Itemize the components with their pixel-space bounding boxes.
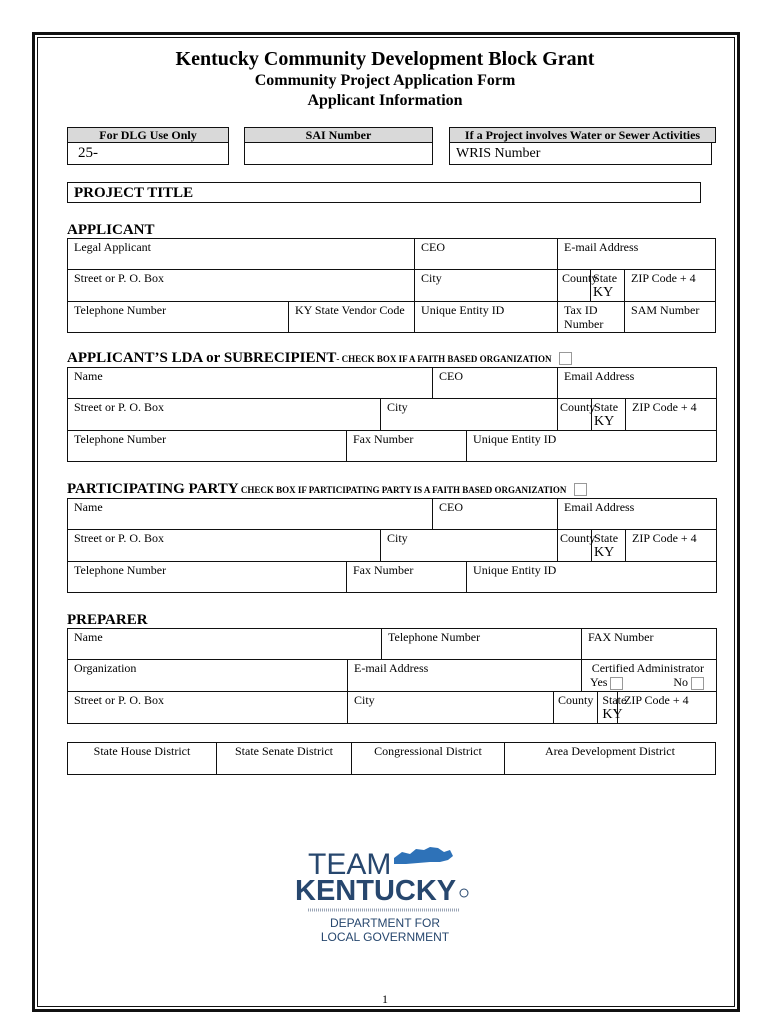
preparer-city-field[interactable]: City xyxy=(348,692,554,724)
state-house-district-field[interactable]: State House District xyxy=(68,743,217,775)
registered-mark-icon xyxy=(460,889,468,897)
state-value: KY xyxy=(594,414,615,429)
form-subtitle: Community Project Application Form xyxy=(254,72,516,89)
lda-email-field[interactable]: Email Address xyxy=(558,368,717,399)
participating-county-field[interactable]: County xyxy=(558,530,592,562)
team-kentucky-logo xyxy=(290,840,480,950)
water-sewer-label: If a Project involves Water or Sewer Activities xyxy=(449,127,716,143)
logo-team-text: TEAM xyxy=(308,848,392,881)
applicant-ceo-field[interactable]: CEO xyxy=(415,239,558,270)
preparer-email-field[interactable]: E-mail Address xyxy=(348,660,582,692)
page-number: 1 xyxy=(382,992,388,1006)
participating-telephone-field[interactable]: Telephone Number xyxy=(68,562,347,593)
participating-table xyxy=(67,498,717,593)
logo-dept-line1: DEPARTMENT FOR xyxy=(329,916,441,930)
participating-state-zip-cell xyxy=(592,530,717,562)
state-label: State xyxy=(594,400,619,414)
participating-state-field[interactable] xyxy=(592,530,626,561)
certified-admin-cell xyxy=(582,660,717,692)
sai-number-field[interactable] xyxy=(244,143,433,165)
lda-fax-field[interactable]: Fax Number xyxy=(347,431,467,462)
lda-faith-checkbox[interactable] xyxy=(559,352,572,365)
participating-heading-text: PARTICIPATING PARTY xyxy=(67,481,239,497)
certified-admin-label: Certified Administrator xyxy=(591,661,704,675)
participating-heading xyxy=(67,481,587,498)
participating-zip-field[interactable]: ZIP Code + 4 xyxy=(632,531,697,545)
participating-unique-entity-field[interactable]: Unique Entity ID xyxy=(467,562,717,593)
team-kentucky-logo-graphic xyxy=(290,840,480,950)
state-value: KY xyxy=(593,285,614,300)
state-label: State xyxy=(593,271,618,285)
applicant-state-field[interactable] xyxy=(591,270,625,302)
certified-no-checkbox[interactable] xyxy=(691,677,704,690)
participating-city-field[interactable]: City xyxy=(381,530,558,562)
lda-table xyxy=(67,367,717,462)
congressional-district-field[interactable]: Congressional District xyxy=(352,743,505,775)
lda-zip-field[interactable]: ZIP Code + 4 xyxy=(632,400,697,414)
preparer-county-state-cell xyxy=(554,692,627,724)
legal-applicant-field[interactable]: Legal Applicant xyxy=(68,239,415,270)
applicant-county-field[interactable]: County xyxy=(558,270,591,302)
lda-state-zip-cell xyxy=(592,399,717,431)
applicant-unique-entity-field[interactable]: Unique Entity ID xyxy=(415,302,558,333)
lda-heading-text: APPLICANT’S LDA or SUBRECIPIENT xyxy=(67,350,337,366)
lda-state-field[interactable] xyxy=(592,399,626,430)
applicant-vendor-code-field[interactable]: KY State Vendor Code xyxy=(289,302,415,333)
area-development-district-field[interactable]: Area Development District xyxy=(505,743,716,775)
participating-faith-note: CHECK BOX IF PARTICIPATING PARTY IS A FAITH BASED ORGANIZATION xyxy=(238,485,567,495)
dlg-use-field[interactable]: 25- xyxy=(67,143,229,165)
lda-county-field[interactable]: County xyxy=(558,399,592,431)
state-value: KY xyxy=(602,707,623,722)
preparer-fax-field[interactable]: FAX Number xyxy=(582,629,717,660)
certified-no-label: No xyxy=(673,675,688,689)
preparer-telephone-field[interactable]: Telephone Number xyxy=(382,629,582,660)
lda-unique-entity-field[interactable]: Unique Entity ID xyxy=(467,431,717,462)
certified-yes-checkbox[interactable] xyxy=(610,677,623,690)
lda-city-field[interactable]: City xyxy=(381,399,558,431)
applicant-city-field[interactable]: City xyxy=(415,270,558,302)
sai-number-label: SAI Number xyxy=(244,127,433,143)
project-title-field[interactable]: PROJECT TITLE xyxy=(67,182,701,203)
preparer-organization-field[interactable]: Organization xyxy=(68,660,348,692)
lda-street-field[interactable]: Street or P. O. Box xyxy=(68,399,381,431)
lda-telephone-field[interactable]: Telephone Number xyxy=(68,431,347,462)
applicant-telephone-field[interactable]: Telephone Number xyxy=(68,302,289,333)
preparer-name-field[interactable]: Name xyxy=(68,629,382,660)
section-title: Applicant Information xyxy=(307,92,463,109)
kentucky-state-shape-icon xyxy=(394,847,453,864)
applicant-zip-field[interactable]: ZIP Code + 4 xyxy=(625,270,716,302)
participating-email-field[interactable]: Email Address xyxy=(558,499,717,530)
participating-ceo-field[interactable]: CEO xyxy=(433,499,558,530)
applicant-tax-id-field[interactable]: Tax ID Number xyxy=(558,302,625,333)
preparer-street-field[interactable]: Street or P. O. Box xyxy=(68,692,348,724)
preparer-heading: PREPARER xyxy=(67,612,148,628)
certified-yes-label: Yes xyxy=(590,675,608,689)
form-title: Kentucky Community Development Block Grant xyxy=(175,48,595,70)
applicant-heading: APPLICANT xyxy=(67,222,155,238)
logo-kentucky-text: KENTUCKY xyxy=(295,875,457,907)
lda-faith-note: - CHECK BOX IF A FAITH BASED ORGANIZATION xyxy=(336,354,552,364)
participating-faith-checkbox[interactable] xyxy=(574,483,587,496)
participating-street-field[interactable]: Street or P. O. Box xyxy=(68,530,381,562)
participating-name-field[interactable]: Name xyxy=(68,499,433,530)
preparer-zip-field[interactable]: ZIP Code + 4 xyxy=(618,692,717,724)
lda-ceo-field[interactable]: CEO xyxy=(433,368,558,399)
applicant-table xyxy=(67,238,716,333)
participating-fax-field[interactable]: Fax Number xyxy=(347,562,467,593)
dlg-use-label: For DLG Use Only xyxy=(67,127,229,143)
lda-heading xyxy=(67,350,572,367)
state-senate-district-field[interactable]: State Senate District xyxy=(217,743,352,775)
state-value: KY xyxy=(594,545,615,560)
applicant-email-field[interactable]: E-mail Address xyxy=(558,239,716,270)
lda-name-field[interactable]: Name xyxy=(68,368,433,399)
logo-dept-line2: LOCAL GOVERNMENT xyxy=(320,930,450,944)
districts-table xyxy=(67,742,716,775)
applicant-street-field[interactable]: Street or P. O. Box xyxy=(68,270,415,302)
state-label: State xyxy=(602,693,627,707)
preparer-county-field[interactable]: County xyxy=(554,692,598,723)
applicant-sam-field[interactable]: SAM Number xyxy=(625,302,716,333)
preparer-table xyxy=(67,628,717,724)
state-label: State xyxy=(594,531,619,545)
wris-number-field[interactable]: WRIS Number xyxy=(449,143,712,165)
